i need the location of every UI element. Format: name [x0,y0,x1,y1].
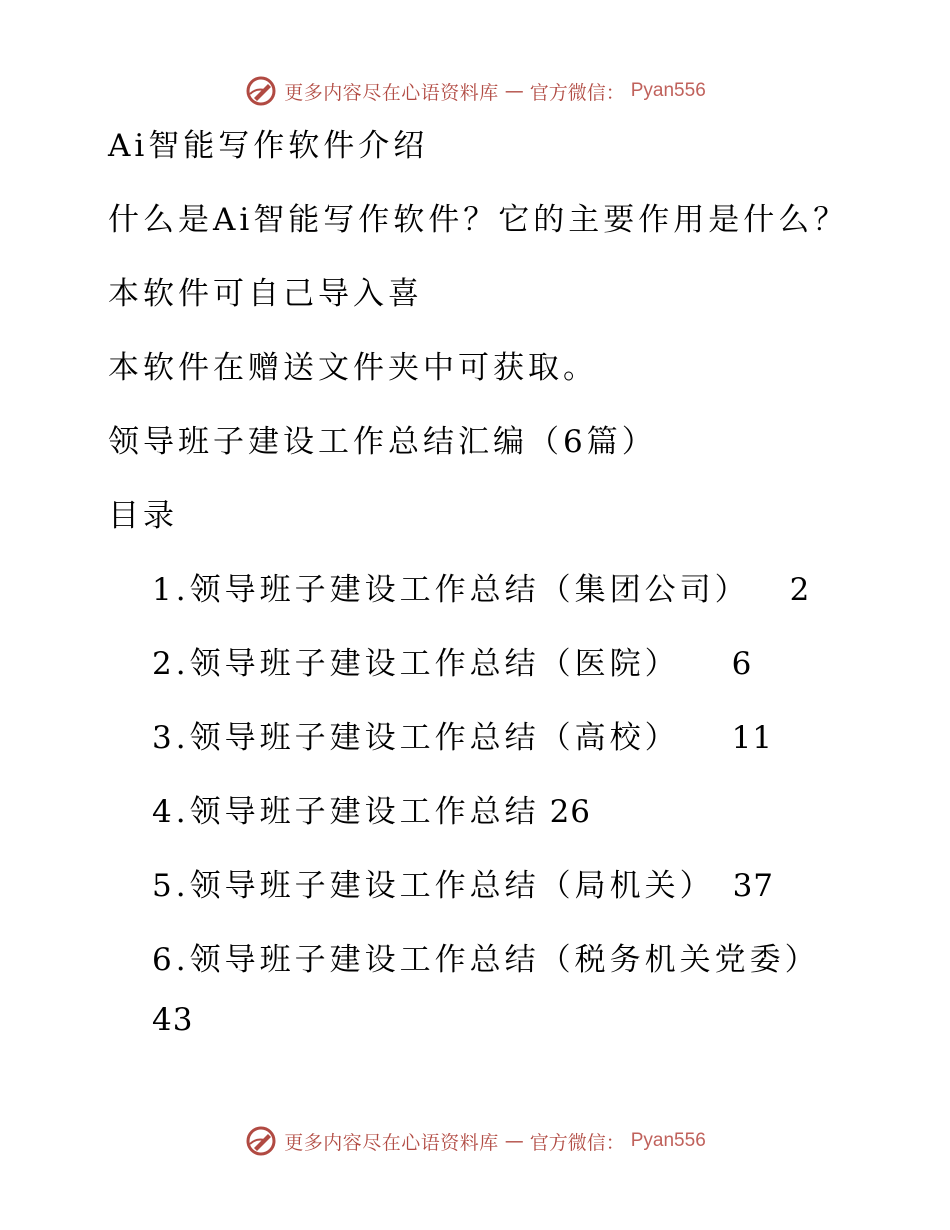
toc-heading: 目录 [108,498,178,534]
banner-wechat-id: Pyan556 [630,80,706,101]
toc-item-label: 4.领导班子建设工作总结 [152,794,540,830]
toc-item-page: 11 [731,720,774,756]
collection-title: 领导班子建设工作总结汇编（6篇） [108,424,657,460]
banner-wechat-label: 官方微信： [529,1131,625,1154]
toc-item-label: 1.领导班子建设工作总结（集团公司） [152,572,750,608]
pen-logo-icon [244,1124,278,1158]
toc-item [152,714,852,788]
paragraph-title: Ai智能写作软件介绍 [108,128,429,164]
pen-logo-icon [244,74,278,108]
toc-item-label: 6.领导班子建设工作总结（税务机关党委） [152,942,820,978]
banner-dash: — [504,80,524,102]
toc-item-page: 6 [731,646,753,682]
toc-item [152,640,852,714]
toc-item [152,788,852,862]
toc-item-label: 3.领导班子建设工作总结（高校） [152,720,680,756]
toc-item-page: 43 [152,1002,194,1038]
toc-item [152,936,852,1044]
banner-wechat-label: 官方微信： [529,81,625,104]
banner-wechat-id: Pyan556 [630,1130,706,1151]
banner-text: 更多内容尽在心语资料库 [284,1131,499,1154]
paragraph-import: 本软件可自己导入喜 [108,276,423,312]
toc-item [152,862,852,936]
banner-text: 更多内容尽在心语资料库 [284,81,499,104]
toc-item [152,566,852,640]
document-body [108,122,908,566]
toc-item-page: 37 [732,868,775,904]
toc-item-label: 5.领导班子建设工作总结（局机关） [152,868,715,904]
paragraph-gift-folder: 本软件在赠送文件夹中可获取。 [108,350,598,386]
table-of-contents [152,566,852,1044]
toc-item-page: 2 [789,572,811,608]
paragraph-question: 什么是Ai智能写作软件？它的主要作用是什么？ [108,202,849,238]
footer-watermark [0,1124,950,1158]
toc-item-page: 26 [549,794,592,830]
banner-dash: — [504,1130,524,1152]
toc-item-label: 2.领导班子建设工作总结（医院） [152,646,680,682]
header-watermark [0,74,950,108]
